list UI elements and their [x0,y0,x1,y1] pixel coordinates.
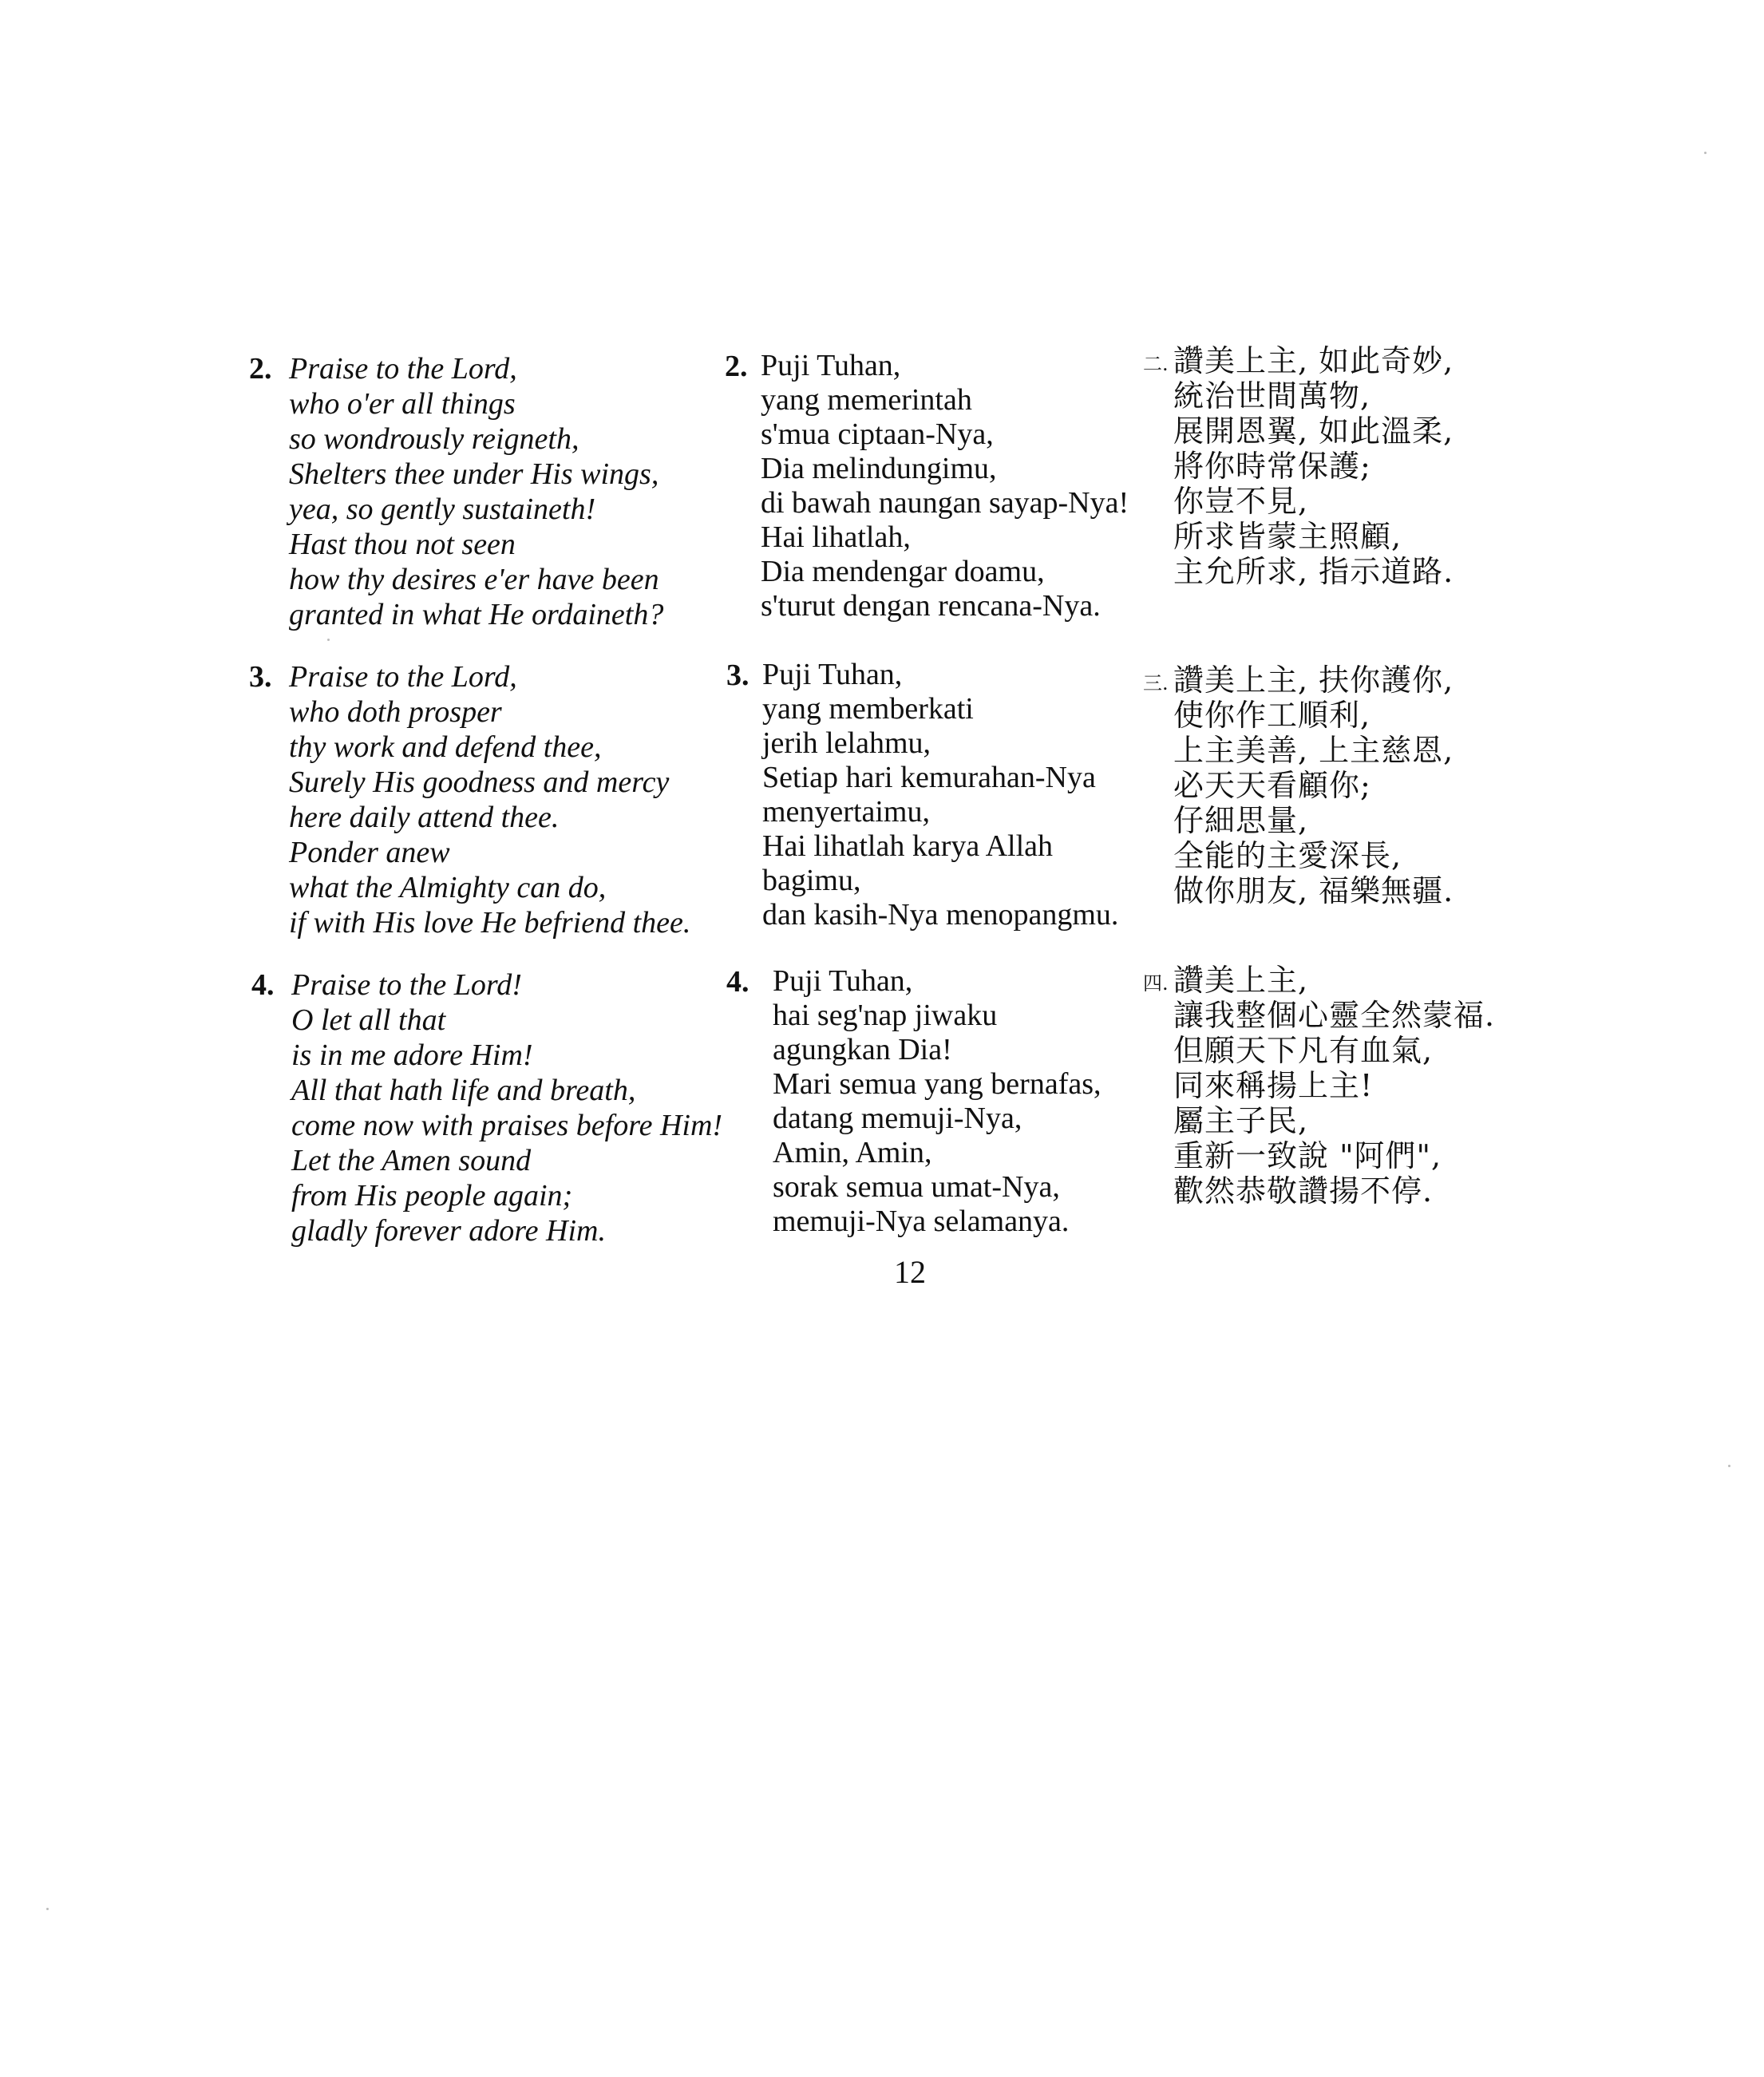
lyric-line: who o'er all things [289,387,516,421]
lyric-line: Puji Tuhan, [762,658,903,691]
lyric-line: who doth prosper [289,695,502,729]
verse-number: 3. [249,660,272,694]
verse-lines [289,351,663,632]
verse-number: 4. [251,968,275,1002]
scan-speck [327,639,330,641]
lyric-line: 讓我整個心靈全然蒙福. [1173,998,1496,1033]
lyric-line: yang memberkati [762,692,974,726]
lyric-line: gladly forever adore Him. [291,1214,606,1248]
lyric-line: 仔細思量, [1173,803,1309,838]
lyric-line: 但願天下凡有血氣, [1173,1033,1434,1068]
lyric-line: Praise to the Lord, [289,660,517,694]
lyric-line: thy work and defend thee, [289,730,602,764]
scan-speck [1704,152,1707,154]
verse-number: 2. [725,350,748,383]
lyric-line: if with His love He befriend thee. [289,906,691,940]
lyric-line: yea, so gently sustaineth! [289,493,596,526]
lyric-line: 展開恩翼, 如此溫柔, [1173,413,1454,449]
lyric-line: sorak semua umat-Nya, [773,1170,1060,1204]
lyric-line: 主允所求, 指示道路. [1173,554,1454,589]
lyric-line: yang memerintah [761,383,972,417]
lyric-line: Surely His goodness and mercy [289,766,670,799]
lyric-line: dan kasih-Nya menopangmu. [762,898,1119,932]
lyric-line: 統治世間萬物, [1173,378,1371,413]
lyric-line: 你豈不見, [1173,484,1309,519]
lyric-line: is in me adore Him! [291,1038,533,1072]
verse-2-chinese [1143,343,1454,589]
verse-lines [762,658,1118,932]
lyric-line: datang memuji-Nya, [773,1102,1022,1135]
verse-2-english [249,351,663,632]
verse-3-indonesian [726,658,1118,932]
verse-number: 四. [1143,972,1169,995]
lyric-line: how thy desires e'er have been [289,563,659,596]
lyric-line: 必天天看顧你; [1173,768,1371,803]
lyric-line: 重新一致說 "阿們", [1173,1138,1442,1173]
lyric-line: 做你朋友, 福樂無疆. [1173,873,1454,908]
lyric-line: Praise to the Lord, [289,352,517,386]
scan-speck [46,1908,49,1910]
lyric-line: Hai lihatlah, [761,520,911,554]
lyric-line: 上主美善, 上主慈恩, [1173,733,1454,768]
lyric-line: 歡然恭敬讚揚不停. [1173,1173,1434,1209]
verse-lines [773,964,1102,1239]
verse-number: 4. [726,965,750,999]
lyric-line: here daily attend thee. [289,801,560,834]
lyric-line: 屬主子民, [1173,1103,1309,1138]
verse-number: 3. [726,659,750,692]
lyric-line: bagimu, [762,864,861,897]
verse-number: 二. [1143,353,1169,375]
lyric-line: memuji-Nya selamanya. [773,1205,1070,1238]
lyric-line: Shelters thee under His wings, [289,457,659,491]
lyric-line: di bawah naungan sayap-Nya! [761,486,1129,520]
verse-3-chinese [1143,663,1454,908]
verse-number: 三. [1143,672,1169,694]
lyric-line: what the Almighty can do, [289,871,607,904]
lyric-line: Dia melindungimu, [761,452,997,485]
verse-lines [1173,663,1454,908]
lyric-line: jerih lelahmu, [762,726,931,760]
verse-number: 2. [249,352,272,386]
lyric-line: 將你時常保護; [1173,449,1371,484]
verse-4-chinese [1143,963,1495,1209]
lyric-line: Let the Amen sound [291,1144,532,1177]
lyric-line: Mari semua yang bernafas, [773,1067,1102,1101]
verse-4-indonesian [726,964,1102,1239]
lyric-line: 讚美上主, 如此奇妙, [1173,343,1454,378]
scan-speck [1728,1465,1730,1467]
lyric-line: s'mua ciptaan-Nya, [761,417,994,451]
lyric-line: Amin, Amin, [773,1136,932,1169]
lyric-line: agungkan Dia! [773,1033,952,1066]
lyric-line: hai seg'nap jiwaku [773,999,998,1032]
lyric-line: so wondrously reigneth, [289,422,579,456]
lyric-line: 使你作工順利, [1173,698,1371,733]
lyric-line: 讚美上主, [1173,963,1309,998]
lyric-line: Ponder anew [289,836,450,869]
page-number: 12 [894,1254,926,1290]
lyric-line: s'turut dengan rencana-Nya. [761,589,1101,623]
lyric-line: Setiap hari kemurahan-Nya [762,761,1096,794]
verse-lines [1173,963,1495,1209]
verse-lines [291,967,722,1248]
verse-3-english [249,659,690,940]
lyric-line: Hast thou not seen [289,528,516,561]
lyric-line: Puji Tuhan, [761,349,901,382]
verse-4-english [251,967,722,1248]
verse-lines [761,349,1129,623]
verse-2-indonesian [725,349,1129,623]
lyric-line: from His people again; [291,1179,573,1213]
lyric-line: granted in what He ordaineth? [289,598,664,631]
lyric-line: O let all that [291,1003,446,1037]
lyric-line: 全能的主愛深長, [1173,838,1402,873]
lyric-line: menyertaimu, [762,795,930,829]
verse-lines [289,659,690,940]
lyric-line: Hai lihatlah karya Allah [762,829,1054,863]
lyric-line: All that hath life and breath, [291,1074,636,1107]
lyric-line: come now with praises before Him! [291,1109,723,1142]
lyric-line: Puji Tuhan, [773,964,913,998]
lyric-line: Dia mendengar doamu, [761,555,1045,588]
lyric-line: Praise to the Lord! [291,968,522,1002]
lyric-line: 同來稱揚上主! [1173,1068,1374,1103]
verse-lines [1173,343,1454,589]
lyric-line: 所求皆蒙主照顧, [1173,519,1402,554]
lyric-line: 讚美上主, 扶你護你, [1173,663,1454,698]
